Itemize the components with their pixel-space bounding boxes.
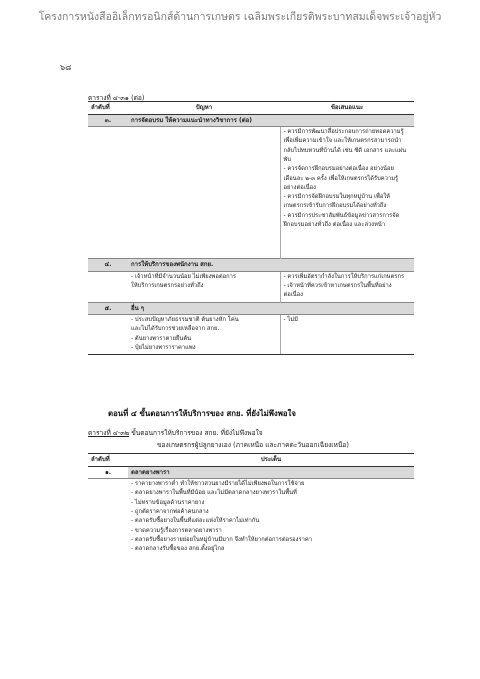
table1-header-row <box>88 102 414 115</box>
issue-line: - ตลาดรับซื้อยางในพื้นที่แต่ละแห่งให้ราคาไม่เท่ากัน <box>131 518 260 525</box>
suggestion-line: ต่อเนื่อง <box>283 292 304 299</box>
issue-cell <box>128 479 414 556</box>
table2-caption-line2: ของเกษตรกรผู้ปลูกยางเอง (ภาคเหนือ และภาคตะวันออกเฉียงเหนือ) <box>157 441 349 449</box>
suggestion-line: เดือนละ ๒-๓ ครั้ง เพื่อให้เกษตรกรได้รับความรู้ <box>283 175 399 182</box>
table1-caption-label: ตารางที่ ๔-๓๑ <box>88 94 129 102</box>
section-body <box>88 127 414 259</box>
problem-line: และไม่ได้รับการช่วยเหลือจาก สกย. <box>131 326 220 333</box>
table2-caption <box>88 427 263 438</box>
table2-header-row <box>88 454 414 467</box>
suggestion-line: - ควรมีการพัฒนาสื่อประกอบการถ่ายทอดความรู้ <box>283 129 404 136</box>
table2-caption-suffix: ขั้นตอนการให้บริการของ สกย. ที่ยังไม่พึงพอใจ <box>129 429 263 437</box>
section-title: อื่น ๆ <box>128 302 414 315</box>
col-header-issue: ประเด็น <box>128 454 414 467</box>
section-no: ๑. <box>88 466 128 479</box>
issue-line: - ขาดความรู้เรื่องการตลาดยางพารา <box>131 527 222 534</box>
issue-line: - ตลาดยางพาราในพื้นที่มีน้อย และไม่มีตลาดกลางยางพาราในพื้นที่ <box>131 490 297 497</box>
section-body <box>88 271 414 302</box>
issue-line: - ตลาดกลางรับซื้อของ สกย.ตั้งอยู่ไกล <box>131 546 225 553</box>
section-title: ตลาดยางพารา <box>128 466 414 479</box>
problem-line: - ปุ๋ยไม่ยางพาราราคาแพง <box>131 344 196 351</box>
problem-line: - ประสบปัญหาภัยธรรมชาติ ต้นยางหัก โค่น <box>131 317 239 324</box>
col-header-no: ลำดับที่ <box>88 454 128 467</box>
section-no: ๕. <box>88 302 128 315</box>
problem-line: - ต้นยางพาราตายยืนต้น <box>131 335 192 342</box>
issue-line: - ถูกตัดราคาจากพ่อค้าคนกลาง <box>131 508 209 515</box>
section-heading: ตอนที่ ๔ ขั้นตอนการให้บริการของ สกย. ที่ยังไม่พึงพอใจ <box>108 409 296 418</box>
col-header-problem: ปัญหา <box>128 102 280 115</box>
issue-line: - ราคายางพาราต่ำ ทำให้ชาวสวนยางมีรายได้ไม่เพียงพอในการใช้จ่าย <box>131 481 305 488</box>
suggestion-line: - ไม่มี <box>283 317 298 324</box>
problem-cell <box>128 271 280 302</box>
suggestion-line: เพื่อเพิ่มความเข้าใจ และให้เกษตรกรสามารถนำ <box>283 138 402 145</box>
suggestion-line: - ควรมีการจัดฝึกอบรมในทุกหมู่บ้าน เพื่อให้ <box>283 194 390 201</box>
table2 <box>88 453 414 555</box>
section-body <box>88 479 414 556</box>
page-number: ๖๘ <box>60 63 72 72</box>
suggestion-line: - เจ้าหน้าที่ควรเข้าหาเกษตรกรในพื้นที่อย่าง <box>283 283 392 290</box>
section-title: การให้บริการของพนักงาน สกย. <box>128 259 414 272</box>
col-header-suggestion: ข้อเสนอแนะ <box>280 102 414 115</box>
problem-cell <box>128 315 280 355</box>
suggestion-line: - ควรมีการประชาสัมพันธ์ข้อมูลข่าวสารการจัด <box>283 212 400 219</box>
table1 <box>88 101 414 355</box>
section-row <box>88 114 414 127</box>
section-row <box>88 466 414 479</box>
suggestion-line: เกษตรกรเข้ารับการฝึกอบรมได้อย่างทั่วถึง <box>283 203 387 210</box>
col-header-no: ลำดับที่ <box>88 102 128 115</box>
section-no: ๓. <box>88 114 128 127</box>
table1-caption-suffix: (ต่อ) <box>128 94 145 102</box>
suggestion-line: - ควรจัดการฝึกอบรมอย่างต่อเนื่อง อย่างน้อย <box>283 166 394 173</box>
table2-caption-label: ตารางที่ ๔-๓๒ <box>88 429 130 437</box>
problem-cell <box>128 127 280 259</box>
document-header: โครงการหนังสืออิเล็กทรอนิกส์ด้านการเกษตร เฉลิมพระเกียรติพระบาทสมเด็จพระเจ้าอยู่หัว <box>38 11 442 23</box>
suggestion-line: กลับไปทบทวนที่บ้านได้ เช่น ซีดี เอกสาร และแผ่นพับ <box>283 147 407 163</box>
section-title: การจัดอบรม ให้ความแนะนำทางวิชาการ (ต่อ) <box>128 114 414 127</box>
suggestion-cell <box>280 315 414 355</box>
section-body <box>88 315 414 355</box>
issue-line: - ตลาดรับซื้อยางรายย่อยในหมู่บ้านมีมาก จึงทำให้ยากต่อการต่อรองราคา <box>131 536 312 543</box>
problem-line: - เจ้าหน้าที่มีจำนวนน้อย ไม่เพียงพอต่อการ <box>131 273 236 280</box>
suggestion-cell <box>280 127 414 259</box>
suggestion-line: ฝึกอบรมอย่างทั่วถึง ต่อเนื่อง และล่วงหน้า <box>283 221 386 228</box>
suggestion-cell <box>280 271 414 302</box>
problem-line: ให้บริการเกษตรกรอย่างทั่วถึง <box>131 283 204 290</box>
suggestion-line: อย่างต่อเนื่อง <box>283 184 316 191</box>
suggestion-line: - ควรเพิ่มอัตรากำลังในการให้บริการแก่เกษตรกร <box>283 273 405 280</box>
section-no: ๔. <box>88 259 128 272</box>
section-row <box>88 259 414 272</box>
issue-line: - ไม่ทราบข้อมูลด้านราคายาง <box>131 499 205 506</box>
section-row <box>88 302 414 315</box>
